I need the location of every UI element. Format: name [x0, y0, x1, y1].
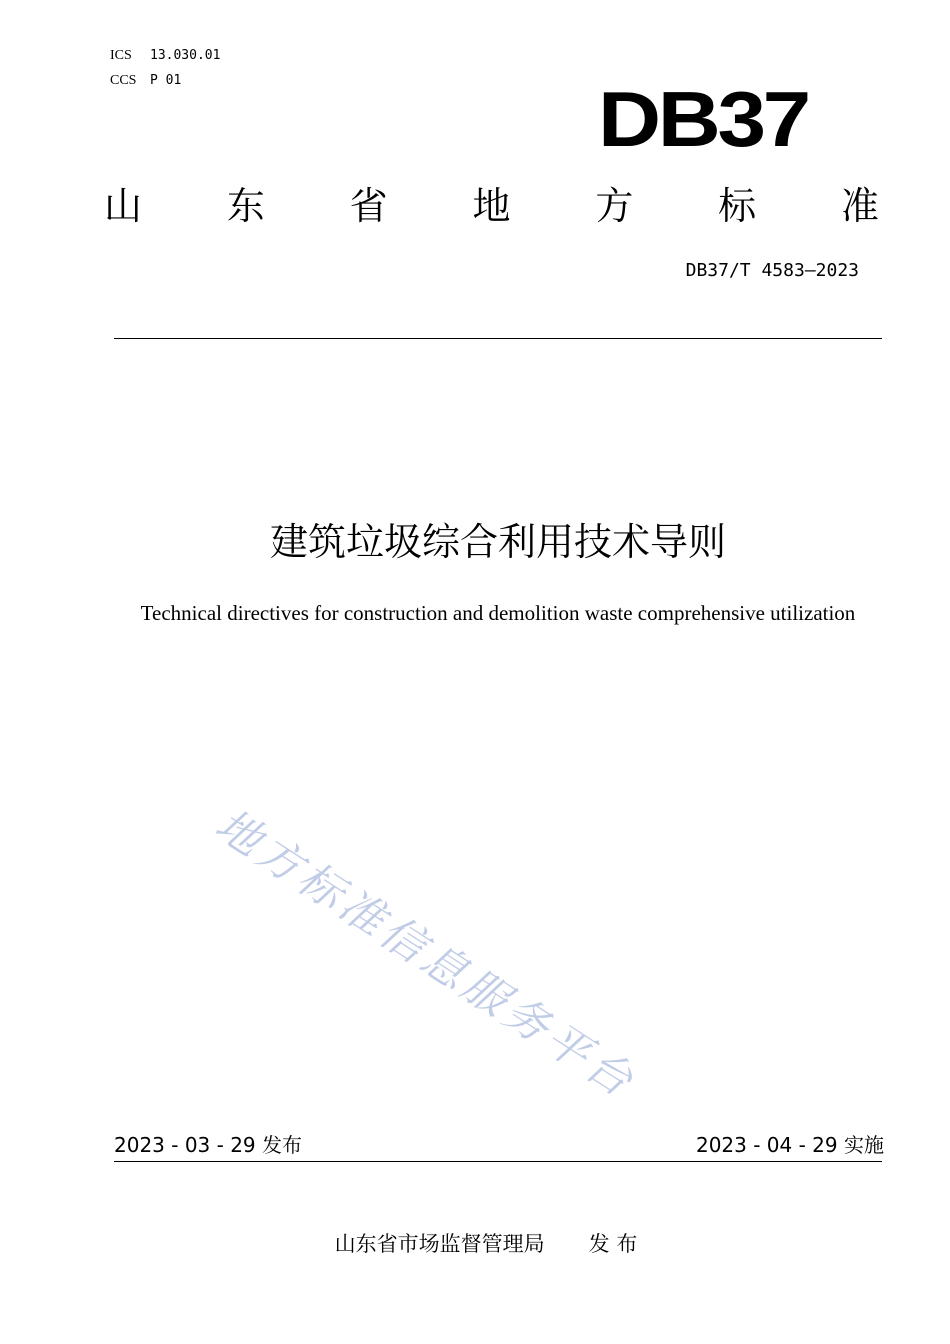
ics-label: ICS — [110, 48, 132, 63]
standard-type-char: 东 — [226, 184, 265, 228]
ccs-code — [110, 72, 181, 89]
ccs-value: P 01 — [150, 73, 182, 88]
watermark: 地方标准信息服务平台 — [206, 799, 645, 1109]
publisher-line — [0, 1228, 950, 1258]
standard-type-char: 标 — [718, 184, 757, 228]
standard-number: DB37/T 4583—2023 — [685, 260, 859, 281]
standard-type-title — [104, 183, 879, 229]
publisher-action: 发 布 — [588, 1232, 638, 1256]
document-title-chinese: 建筑垃圾综合利用技术导则 — [269, 520, 726, 564]
issue-date: 2023 - 03 - 29 发布 — [114, 1133, 303, 1157]
implementation-date: 2023 - 04 - 29 实施 — [695, 1133, 884, 1157]
ics-value: 13.030.01 — [150, 48, 221, 63]
standard-type-char: 地 — [472, 184, 511, 228]
db37-logo: DB37 — [598, 75, 808, 163]
header-divider — [114, 338, 882, 339]
publisher-name: 山东省市场监督管理局 — [334, 1232, 545, 1256]
standard-type-char: 准 — [840, 184, 879, 228]
footer-divider — [114, 1161, 882, 1162]
document-title-english: Technical directives for construction and demolition waste comprehensive utilization — [140, 601, 856, 625]
standard-type-char: 山 — [104, 184, 143, 228]
ics-code — [110, 47, 220, 64]
ccs-label: CCS — [110, 73, 137, 88]
standard-type-char: 方 — [595, 184, 634, 228]
standard-type-char: 省 — [349, 184, 388, 228]
